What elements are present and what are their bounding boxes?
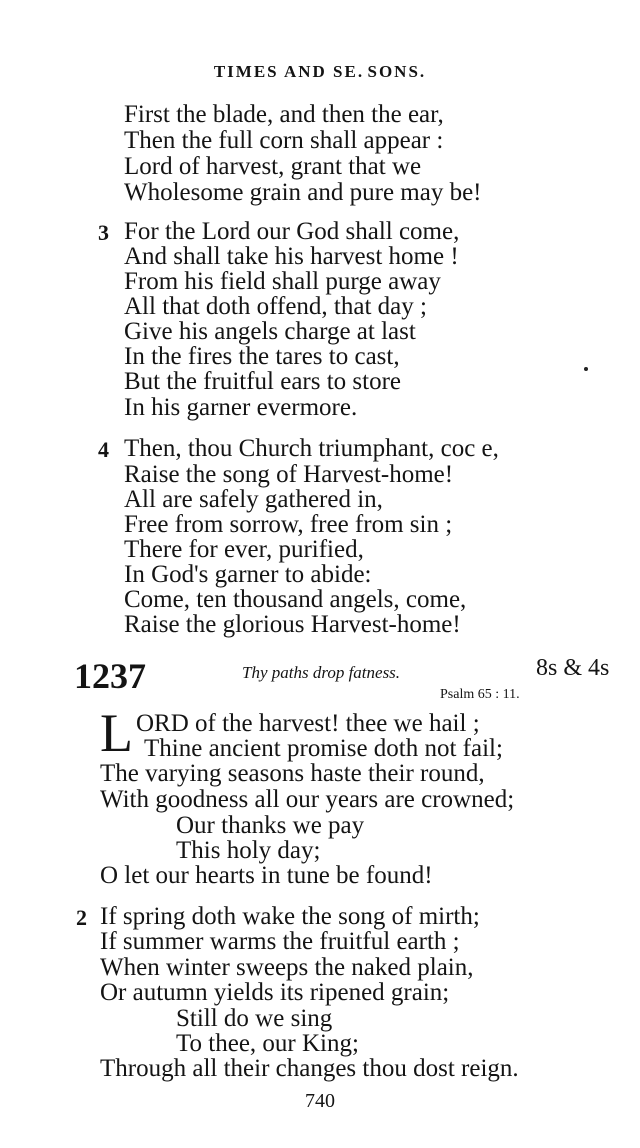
verse-line: Our thanks we pay bbox=[176, 812, 365, 839]
verse-line: Wholesome grain and pure may be! bbox=[124, 179, 482, 206]
verse-line: All are safely gathered in, bbox=[124, 486, 383, 513]
verse-line: If spring doth wake the song of mirth; bbox=[100, 903, 480, 930]
verse-line: For the Lord our God shall come, bbox=[124, 218, 460, 245]
verse-line: This holy day; bbox=[176, 837, 321, 864]
verse-line: But the fruitful ears to store bbox=[124, 368, 402, 395]
verse-line: And shall take his harvest home ! bbox=[124, 243, 459, 270]
drop-cap: L bbox=[100, 703, 133, 763]
verse-line: Come, ten thousand angels, come, bbox=[124, 586, 467, 613]
verse-line: Thine ancient promise doth not fail; bbox=[144, 735, 503, 762]
verse-line: Still do we sing bbox=[176, 1005, 333, 1032]
ink-speck bbox=[584, 367, 588, 371]
verse-line: In God's garner to abide: bbox=[124, 561, 372, 588]
page-number: 740 bbox=[305, 1090, 335, 1112]
stanza-number: 2 bbox=[76, 905, 87, 930]
running-head: TIMES AND SE. SONS. bbox=[213, 62, 427, 81]
verse-line: Then, thou Church triumphant, coc e, bbox=[124, 435, 499, 462]
hymn-title: Thy paths drop fatness. bbox=[242, 663, 401, 682]
verse-line: From his field shall purge away bbox=[124, 268, 441, 295]
verse-line: Through all their changes thou dost reign. bbox=[100, 1055, 519, 1082]
verse-line: All that doth offend, that day ; bbox=[124, 293, 427, 320]
verse-line: Raise the song of Harvest-home! bbox=[124, 461, 454, 488]
verse-line: First the blade, and then the ear, bbox=[124, 101, 444, 128]
verse-line: If summer warms the fruitful earth ; bbox=[100, 928, 460, 955]
verse-line: Then the full corn shall appear : bbox=[124, 127, 444, 154]
verse-line: To thee, our King; bbox=[176, 1030, 359, 1057]
verse-line: Give his angels charge at last bbox=[124, 318, 416, 345]
verse-line: With goodness all our years are crowned; bbox=[100, 786, 515, 813]
verse-line: ORD of the harvest! thee we hail ; bbox=[136, 710, 480, 737]
verse-line: Raise the glorious Harvest-home! bbox=[124, 611, 461, 638]
verse-line: The varying seasons haste their round, bbox=[100, 760, 485, 787]
verse-line: O let our hearts in tune be found! bbox=[100, 862, 433, 889]
verse-line: When winter sweeps the naked plain, bbox=[100, 954, 474, 981]
scripture-reference: Psalm 65 : 11. bbox=[440, 687, 520, 702]
hymn-number: 1237 bbox=[74, 656, 146, 696]
verse-line: Lord of harvest, grant that we bbox=[124, 153, 422, 180]
verse-line: In his garner evermore. bbox=[124, 394, 358, 421]
verse-line: There for ever, purified, bbox=[124, 536, 364, 563]
stanza-number: 4 bbox=[98, 437, 109, 462]
verse-line: In the fires the tares to cast, bbox=[124, 343, 400, 370]
hymn-meter: 8s & 4s bbox=[536, 655, 610, 681]
verse-line: Or autumn yields its ripened grain; bbox=[100, 979, 450, 1006]
verse-line: Free from sorrow, free from sin ; bbox=[124, 511, 453, 538]
stanza-number: 3 bbox=[98, 220, 109, 245]
